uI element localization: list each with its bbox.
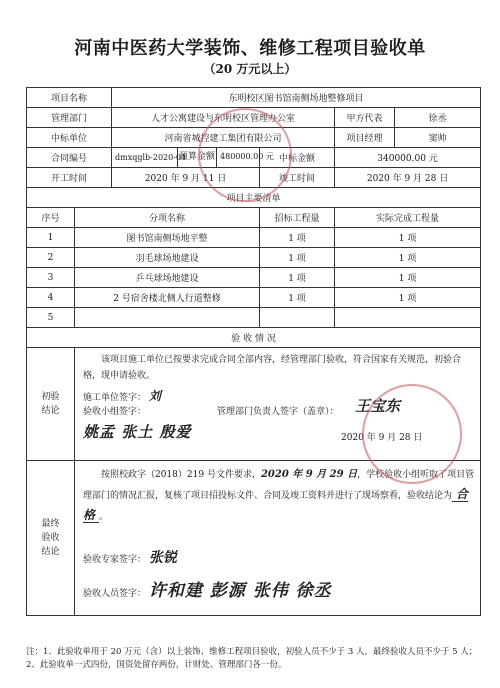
row-acceptance-title — [27, 328, 481, 348]
col-header-no: 序号 — [27, 208, 75, 228]
row-bidder — [27, 128, 481, 148]
initial-conclusion-cell — [75, 348, 481, 461]
owner-rep-label: 甲方代表 — [335, 108, 395, 128]
item-bid-qty: 1 项 — [260, 228, 335, 248]
item-name: 2 号宿舍楼北侧人行道整修 — [75, 288, 260, 308]
dept-head-label: 管理部门负责人签字（盖章）： — [217, 407, 339, 417]
final-conclusion-text — [83, 465, 477, 527]
item-bid-qty — [260, 308, 335, 328]
row-mgmt-dept — [27, 108, 481, 128]
item-no: 3 — [27, 268, 75, 288]
table-row — [27, 248, 481, 268]
expert-signature: 张锐 — [148, 550, 177, 566]
table-row — [27, 268, 481, 288]
budget-value: 480000.00 元 — [220, 152, 274, 161]
final-text-b: ，学校验收小组听取了项目管理部门的情况汇报，复核了项目招投标文件、合同及竣工资料并进行了现场察看，验收结论为 — [83, 470, 475, 501]
contract-no-label: 合同编号 — [27, 148, 112, 168]
item-name: 图书馆南侧场地平整 — [75, 228, 260, 248]
final-verdict: 合格 — [83, 487, 469, 522]
final-date-handwritten: 2020 年 9 月 29 日 — [260, 469, 358, 480]
bidder-label: 中标单位 — [27, 128, 112, 148]
row-project-name — [27, 88, 481, 108]
finish-label: 竣工时间 — [260, 168, 335, 188]
item-actual-qty: 1 项 — [335, 248, 481, 268]
document-title: 河南中医药大学装饰、维修工程项目验收单 — [74, 38, 426, 59]
initial-conclusion-text: 该项目施工单位已按要求完成合同全部内容，经管理部门验收，符合国家有关规范，初验合格，现申请验收。 — [83, 355, 462, 381]
item-name — [75, 308, 260, 328]
item-actual-qty: 1 项 — [335, 228, 481, 248]
table-row — [27, 228, 481, 248]
group-signatures: 姚孟 张土 殷爱 — [83, 423, 192, 441]
item-no: 4 — [27, 288, 75, 308]
item-actual-qty — [335, 308, 481, 328]
row-dates — [27, 168, 481, 188]
group-signatures-line — [83, 424, 477, 443]
contractor-sign-label: 施工单位签字： — [83, 393, 147, 403]
col-header-bid-qty: 招标工程量 — [260, 208, 335, 228]
finish-date: 2020 年 9 月 28 日 — [335, 168, 481, 188]
footnote: 注：1、此验收单用于 20 万元（含）以上装饰、维修工程项目验收，初验人员不少于 3 人，最终验收人员不少于 5 人；2、此验收单一式四份，国资处留存两份，计财处、管理部门各一份。 — [26, 647, 478, 670]
pm-label: 项目经理 — [335, 128, 395, 148]
contractor-signature: 刘 — [148, 389, 161, 403]
item-bid-qty: 1 项 — [260, 248, 335, 268]
row-contract — [27, 148, 481, 168]
final-conclusion-cell — [75, 461, 481, 616]
group-sign-label: 验收小组签字： — [83, 407, 147, 417]
staff-sign-line — [83, 582, 477, 604]
items-section-title: 项目主要清单 — [27, 188, 481, 208]
final-conclusion-label: 最终验收结论 — [27, 461, 75, 616]
acceptance-section-title: 验 收 情 况 — [27, 328, 481, 348]
project-name-label: 项目名称 — [27, 88, 112, 108]
dept-head-signature: 王宝东 — [355, 397, 401, 415]
row-items-header — [27, 208, 481, 228]
table-row — [27, 308, 481, 328]
document-subtitle: （20 万元以上） — [203, 62, 297, 76]
budget-cell — [178, 148, 274, 168]
owner-rep-value: 徐丞 — [395, 108, 481, 128]
table-row — [27, 288, 481, 308]
mgmt-dept-label: 管理部门 — [27, 108, 112, 128]
contract-no-value: dmxqglb-2020-04 — [112, 148, 178, 168]
staff-signatures: 许和建 彭源 张伟 徐丞 — [148, 581, 332, 601]
item-no: 1 — [27, 228, 75, 248]
final-text-c: 。 — [99, 512, 109, 522]
item-actual-qty: 1 项 — [335, 268, 481, 288]
final-text-a: 按照校政字（2018）219 号文件要求， — [101, 470, 261, 480]
start-date: 2020 年 9 月 11 日 — [112, 168, 260, 188]
item-no: 5 — [27, 308, 75, 328]
row-final-acceptance — [27, 461, 481, 616]
row-initial-acceptance — [27, 348, 481, 461]
item-bid-qty: 1 项 — [260, 268, 335, 288]
acceptance-form — [26, 87, 481, 616]
item-actual-qty: 1 项 — [335, 288, 481, 308]
expert-sign-line — [83, 549, 477, 570]
col-header-name: 分项名称 — [75, 208, 260, 228]
row-items-title — [27, 188, 481, 208]
project-name-value: 东明校区图书馆南侧场地整修项目 — [112, 88, 481, 108]
mgmt-dept-value: 人才公寓建设与东明校区管理办公室 — [112, 108, 335, 128]
start-label: 开工时间 — [27, 168, 112, 188]
initial-conclusion-label: 初验结论 — [27, 348, 75, 461]
budget-label: 预算金额 — [178, 148, 217, 167]
staff-sign-label: 验收人员签字： — [83, 589, 147, 599]
item-name: 乒乓球场地建设 — [75, 268, 260, 288]
pm-value: 窦帅 — [395, 128, 481, 148]
item-no: 2 — [27, 248, 75, 268]
bidder-value: 河南省城控建工集团有限公司 — [112, 128, 335, 148]
item-name: 羽毛球场地建设 — [75, 248, 260, 268]
item-bid-qty: 1 项 — [260, 288, 335, 308]
bid-amount-value: 340000.00 元 — [335, 148, 481, 168]
expert-sign-label: 验收专家签字： — [83, 555, 147, 565]
bid-amount-label: 中标金额 — [260, 148, 335, 168]
col-header-actual-qty: 实际完成工程量 — [335, 208, 481, 228]
initial-date: 2020 年 9 月 28 日 — [341, 433, 423, 443]
